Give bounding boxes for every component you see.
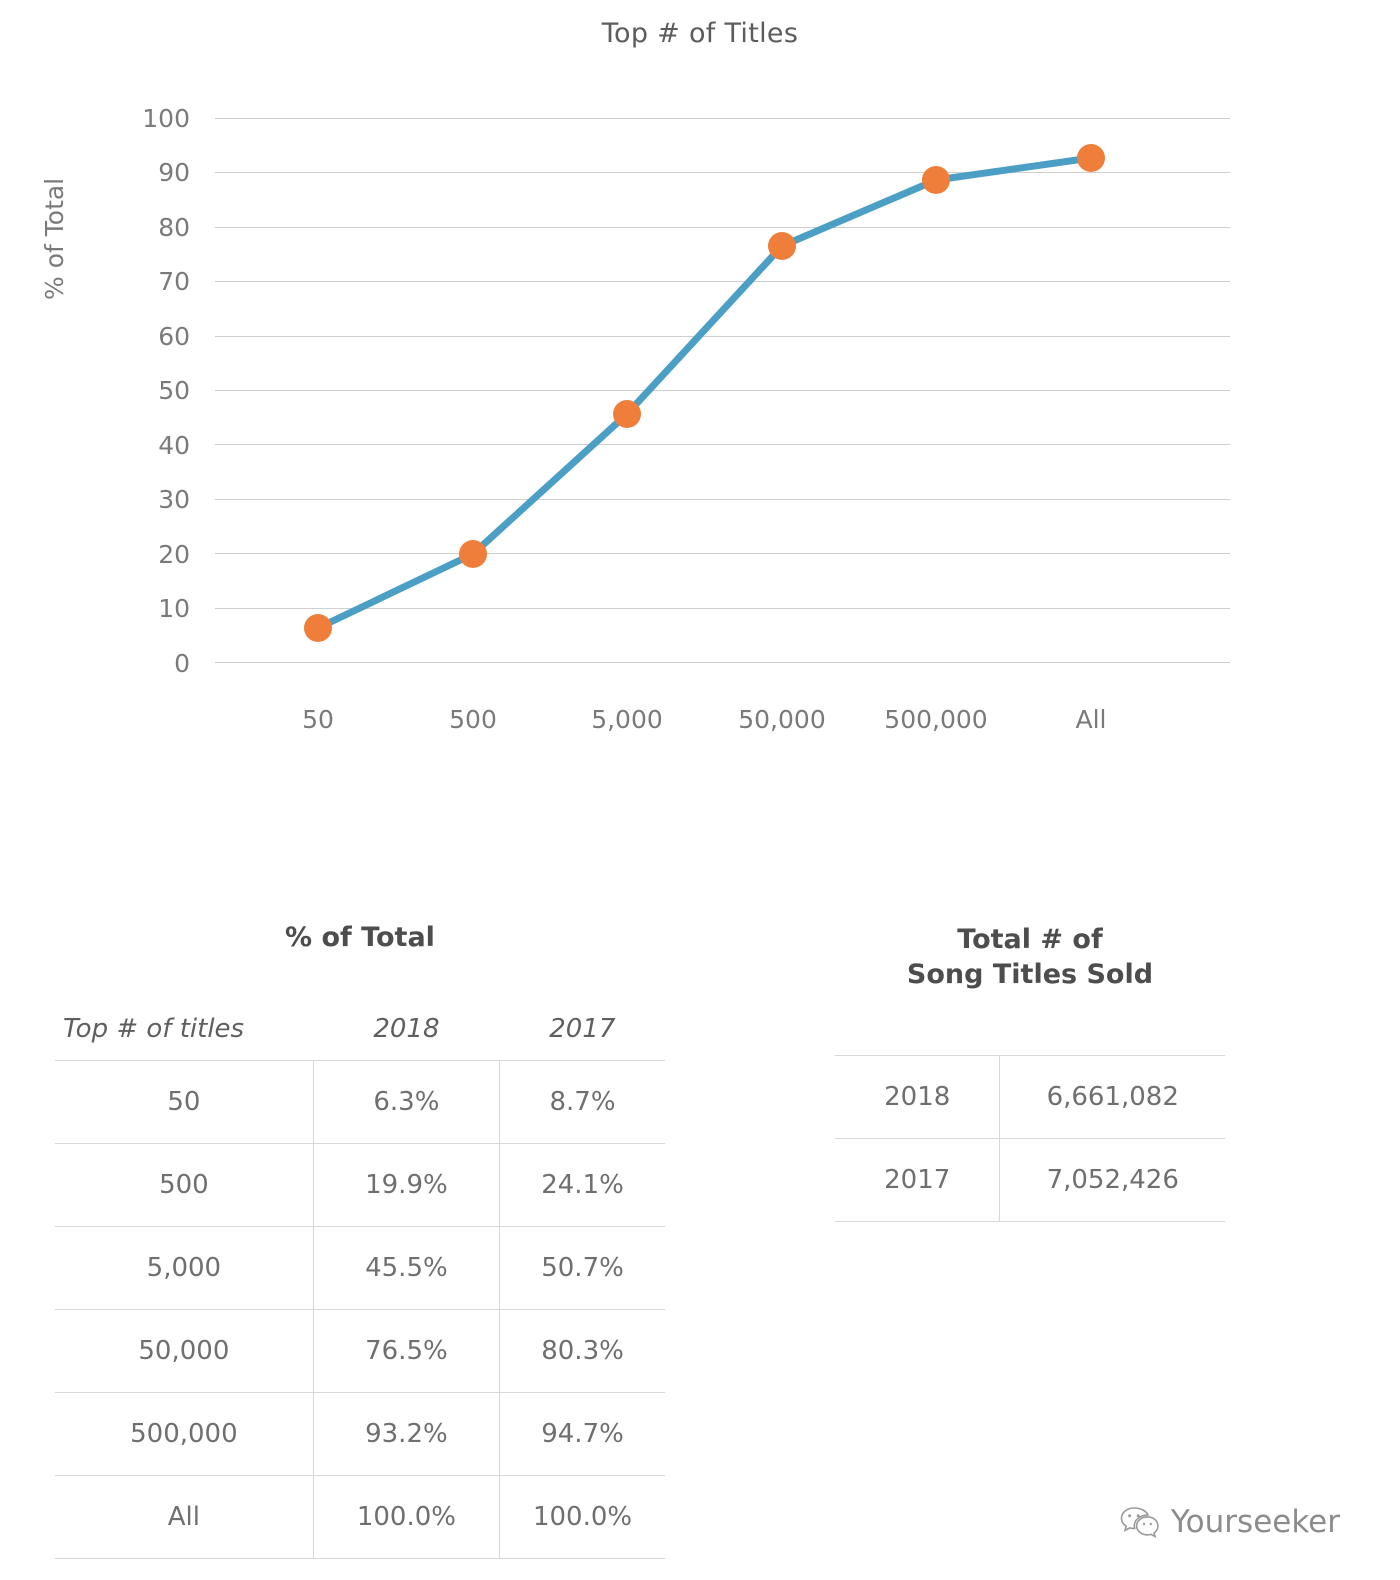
table-row — [55, 1310, 665, 1393]
table-row — [55, 1393, 665, 1476]
column-header-2018: 2018 — [373, 1014, 440, 1044]
y-tick-label: 90 — [158, 158, 190, 187]
y-tick-label: 0 — [174, 649, 190, 678]
wechat-icon — [1119, 1505, 1159, 1539]
table-row — [55, 1227, 665, 1310]
chart-title: Top # of Titles — [601, 18, 799, 49]
table-row — [55, 1476, 665, 1559]
total-titles-sold-table — [835, 1055, 1225, 1222]
cell-2018: 6.3% — [313, 1061, 499, 1144]
watermark — [1119, 1504, 1340, 1540]
tables-panel — [0, 900, 1400, 1580]
cell-2017: 80.3% — [500, 1310, 665, 1393]
cell-year: 2017 — [835, 1139, 1000, 1222]
watermark-label: Yourseeker — [1170, 1504, 1340, 1540]
cell-top-titles: 500 — [55, 1144, 313, 1227]
x-tick-label: 50,000 — [738, 705, 826, 734]
cell-top-titles: 500,000 — [55, 1393, 313, 1476]
pct-table-title: % of Total — [285, 922, 435, 953]
total-table-title — [835, 922, 1225, 992]
pct-of-total-table — [55, 998, 665, 1559]
cell-top-titles: All — [55, 1476, 313, 1559]
cell-2018: 76.5% — [313, 1310, 499, 1393]
cell-2017: 24.1% — [500, 1144, 665, 1227]
y-tick-label: 50 — [158, 376, 190, 405]
x-tick-label: All — [1075, 705, 1107, 734]
cell-2017: 8.7% — [500, 1061, 665, 1144]
cell-2018: 93.2% — [313, 1393, 499, 1476]
y-tick-label: 10 — [158, 594, 190, 623]
cell-total: 6,661,082 — [1000, 1056, 1225, 1139]
table-row — [835, 1056, 1225, 1139]
y-tick-label: 70 — [158, 267, 190, 296]
cell-2018: 45.5% — [313, 1227, 499, 1310]
x-tick-label: 5,000 — [591, 705, 663, 734]
table-row — [55, 1061, 665, 1144]
y-tick-label: 100 — [142, 104, 190, 133]
table-row — [835, 1139, 1225, 1222]
cell-total: 7,052,426 — [1000, 1139, 1225, 1222]
cell-2017: 94.7% — [500, 1393, 665, 1476]
cell-year: 2018 — [835, 1056, 1000, 1139]
cell-2018: 19.9% — [313, 1144, 499, 1227]
cell-2017: 50.7% — [500, 1227, 665, 1310]
y-axis-title: % of Total — [40, 177, 69, 300]
x-tick-label: 500 — [449, 705, 497, 734]
cell-2018: 100.0% — [313, 1476, 499, 1559]
x-tick-label: 500,000 — [884, 705, 988, 734]
y-tick-label: 20 — [158, 540, 190, 569]
line-series-2018 — [215, 118, 1230, 662]
cell-top-titles: 50 — [55, 1061, 313, 1144]
gridline — [215, 662, 1230, 663]
column-header-top-titles: Top # of titles — [63, 1014, 245, 1044]
total-table-title-line2: Song Titles Sold — [906, 959, 1154, 991]
y-tick-label: 80 — [158, 213, 190, 242]
y-tick-label: 30 — [158, 485, 190, 514]
cell-top-titles: 5,000 — [55, 1227, 313, 1310]
x-tick-label: 50 — [302, 705, 334, 734]
table-row — [55, 1144, 665, 1227]
y-tick-label: 60 — [158, 322, 190, 351]
cell-2017: 100.0% — [500, 1476, 665, 1559]
y-tick-label: 40 — [158, 431, 190, 460]
table-header-row — [55, 998, 665, 1061]
column-header-2017: 2017 — [549, 1014, 616, 1044]
cell-top-titles: 50,000 — [55, 1310, 313, 1393]
total-table-title-line1: Total # of — [957, 924, 1103, 955]
